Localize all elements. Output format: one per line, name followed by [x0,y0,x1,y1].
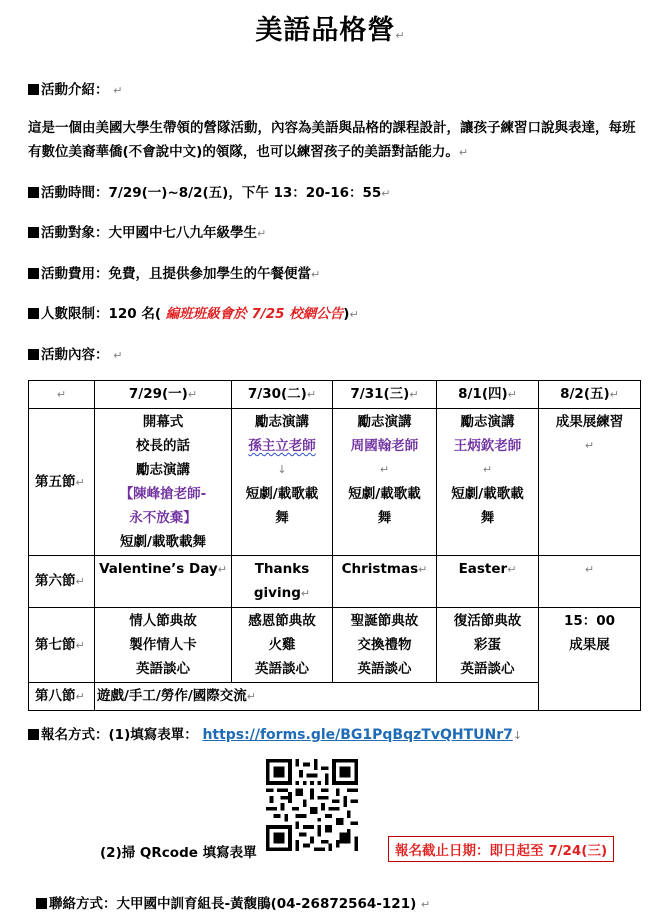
intro-paragraph: 這是一個由美國大學生帶領的營隊活動，內容為美語與品格的課程設計，讓孩子練習口說與表達，每班有數位美裔華僑(不會說中文)的領隊，也可以練習孩子的美語對話能力。↵ [28,120,636,160]
registration-line: 報名方式：(1)填寫表單： https://forms.gle/BG1PqBqzTvQHTUNr7↓ [28,723,522,743]
content-heading: 活動內容： ↵ [28,343,122,363]
registration-form-link[interactable]: https://forms.gle/BG1PqBqzTvQHTUNr7 [202,727,513,743]
table-cell: Easter↵ [437,556,539,608]
bullet-square-icon [28,729,39,740]
time-line: 活動時間：7/29(一)~8/2(五)，下午 13：20-16：55↵ [28,181,391,201]
table-cell: 成果展練習 ↵ [539,409,641,556]
table-cell: Thanks giving↵ [232,556,333,608]
row-label: 第八節↵ [29,683,95,711]
table-cell: 感恩節典故 火雞 英語談心 [232,608,333,683]
table-cell: 勵志演講 王炳欽老師 ↵ 短劇/載歌載 舞 [437,409,539,556]
table-cell: 勵志演講 周國翰老師 ↵ 短劇/載歌載 舞 [333,409,437,556]
table-cell: 開幕式 校長的話 勵志演講 【陳峰搶老師- 永不放棄】 短劇/載歌載舞 [95,409,232,556]
table-cell: 情人節典故 製作情人卡 英語談心 [95,608,232,683]
header-cell: 7/29(一)↵ [95,381,232,409]
qrcode-instruction: (2)掃 QRcode 填寫表單 [100,845,257,861]
header-cell: ↵ [29,381,95,409]
bullet-square-icon [28,187,39,198]
intro-heading: 活動介紹： ↵ [28,78,122,98]
row-label: 第六節↵ [29,556,95,608]
table-header-row [29,381,641,409]
table-cell: 15：00 成果展 [539,608,641,711]
registration-deadline: 報名截止日期：即日起至 7/24(三) [388,836,614,862]
table-row [29,608,641,683]
table-cell: 勵志演講 孫主立老師 ↓ 短劇/載歌載 舞 [232,409,333,556]
page-title: 美語品格營↵ [255,15,406,46]
header-cell: 7/30(二)↵ [232,381,333,409]
table-row [29,409,641,556]
schedule-table [28,380,641,711]
limit-line: 人數限制：120 名( 編班班級會於 7/25 校網公告)↵ [28,302,359,322]
header-cell: 8/1(四)↵ [437,381,539,409]
table-cell: 聖誕節典故 交換禮物 英語談心 [333,608,437,683]
row-label: 第五節↵ [29,409,95,556]
table-row [29,556,641,608]
bullet-square-icon [28,268,39,279]
contact-line: 聯絡方式：大甲國中訓育組長-黃馥鵑(04-26872564-121) ↵ [36,892,430,912]
table-cell: ↵ [539,556,641,608]
header-cell: 7/31(三)↵ [333,381,437,409]
qr-code-icon[interactable] [266,759,358,851]
bullet-square-icon [28,227,39,238]
table-cell: 遊戲/手工/勞作/國際交流↵ [95,683,539,711]
target-line: 活動對象：大甲國中七八九年級學生↵ [28,221,266,241]
bullet-square-icon [28,308,39,319]
header-cell: 8/2(五)↵ [539,381,641,409]
row-label: 第七節↵ [29,608,95,683]
bullet-square-icon [28,84,39,95]
limit-note: 編班班級會於 7/25 校網公告 [165,306,344,322]
bullet-square-icon [28,349,39,360]
fee-line: 活動費用：免費，且提供參加學生的午餐便當↵ [28,262,320,282]
table-cell: Christmas↵ [333,556,437,608]
bullet-square-icon [36,898,47,909]
table-cell: 復活節典故 彩蛋 英語談心 [437,608,539,683]
table-cell: Valentine’s Day↵ [95,556,232,608]
